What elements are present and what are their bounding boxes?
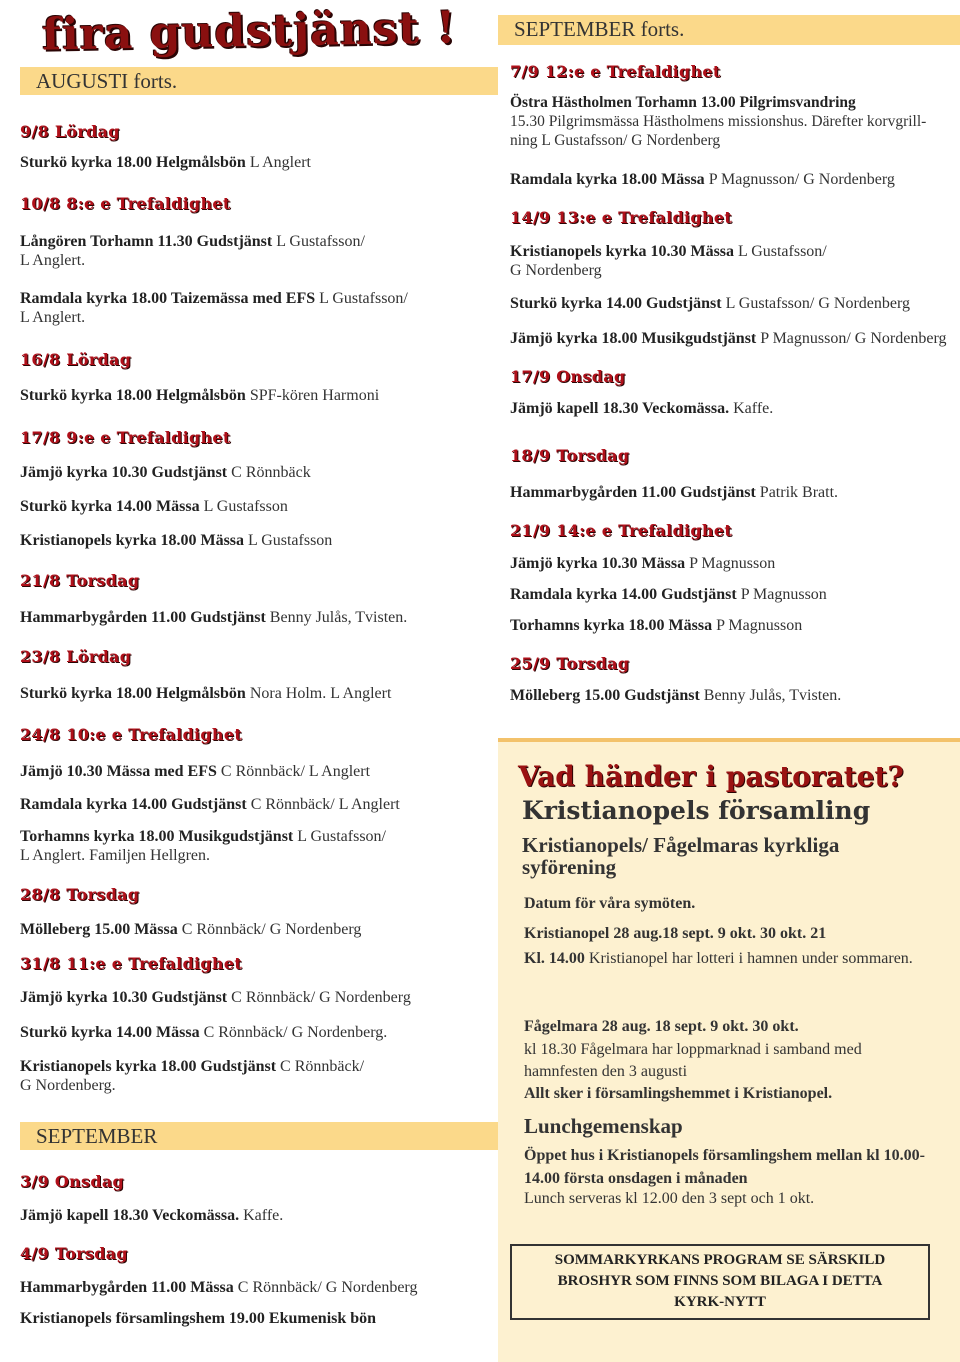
lunch-heading: Lunchgemenskap <box>524 1114 683 1138</box>
month-band-september-cont: SEPTEMBER forts. <box>498 15 960 45</box>
event: Sturkö kyrka 18.00 Helgmålsbön L Anglert <box>20 154 311 171</box>
event: Långören Torhamn 11.30 Gudstjänst L Gustafsson/ L Anglert. <box>20 233 365 269</box>
event: Hammarbygården 11.00 Mässa C Rönnbäck/ G Nordenberg <box>20 1279 418 1296</box>
box-text: Kristianopel 28 aug.18 sept. 9 okt. 30 okt. 21 <box>524 925 827 942</box>
event: Hammarbygården 11.00 Gudstjänst Patrik Bratt. <box>510 484 839 501</box>
event: Kristianopels kyrka 10.30 Mässa L Gustafsson/ G Nordenberg <box>510 243 827 279</box>
event: Jämjö kyrka 18.00 Musikgudstjänst P Magnusson/ G Nordenberg <box>510 330 947 347</box>
box-text: Lunch serveras kl 12.00 den 3 sept och 1 okt. <box>524 1190 815 1207</box>
event: Sturkö kyrka 14.00 Mässa C Rönnbäck/ G Nordenberg. <box>20 1024 388 1041</box>
day-heading: 4/9 Torsdag <box>20 1244 128 1263</box>
event: Jämjö kyrka 10.30 Gudstjänst C Rönnbäck/ G Nordenberg <box>20 989 411 1006</box>
day-heading: 18/9 Torsdag <box>510 446 630 465</box>
event: Ramdala kyrka 18.00 Taizemässa med EFS L Gustafsson/ L Anglert. <box>20 290 408 326</box>
box-text: Fågelmara 28 aug. 18 sept. 9 okt. 30 okt. <box>524 1018 799 1035</box>
day-heading: 17/9 Onsdag <box>510 367 626 386</box>
day-heading: 10/8 8:e e Trefaldighet <box>20 194 231 213</box>
box-text: Datum för våra symöten. <box>524 895 696 912</box>
event: Sturkö kyrka 18.00 Helgmålsbön SPF-kören Harmoni <box>20 387 380 404</box>
event: Jämjö kapell 18.30 Veckomässa. Kaffe. <box>20 1207 284 1224</box>
event: Ramdala kyrka 14.00 Gudstjänst C Rönnbäck/ L Anglert <box>20 796 400 813</box>
page-title: fira gudstjänst ! <box>41 2 457 61</box>
day-heading: 21/8 Torsdag <box>20 571 140 590</box>
event: Sturkö kyrka 14.00 Mässa L Gustafsson <box>20 498 288 515</box>
event: Sturkö kyrka 18.00 Helgmålsbön Nora Holm. L Anglert <box>20 685 392 702</box>
event: Östra Hästholmen Torhamn 13.00 Pilgrimsvandring 15.30 Pilgrimsmässa Hästholmens missionshus. Därefter korvgrill- ning L Gustafsson/ G Nordenberg <box>510 94 927 149</box>
box-text: Kl. 14.00 Kristianopel har lotteri i hamnen under sommaren. <box>524 950 913 967</box>
box-text: Öppet hus i Kristianopels församlingshem mellan kl 10.00-14.00 första onsdagen i månaden <box>524 1147 925 1187</box>
day-heading: 25/9 Torsdag <box>510 654 630 673</box>
event: Hammarbygården 11.00 Gudstjänst Benny Julås, Tvisten. <box>20 609 408 626</box>
event: Jämjö 10.30 Mässa med EFS C Rönnbäck/ L Anglert <box>20 763 371 780</box>
box-text: Allt sker i församlingshemmet i Kristianopel. <box>524 1085 833 1102</box>
day-heading: 9/8 Lördag <box>20 122 120 141</box>
event: Kristianopels kyrka 18.00 Mässa L Gustafsson <box>20 532 333 549</box>
day-heading: 23/8 Lördag <box>20 647 132 666</box>
box-heading: Vad händer i pastoratet? <box>518 760 904 793</box>
event: Jämjö kyrka 10.30 Gudstjänst C Rönnbäck <box>20 464 311 481</box>
event: Ramdala kyrka 18.00 Mässa P Magnusson/ G Nordenberg <box>510 171 895 188</box>
event: Mölleberg 15.00 Mässa C Rönnbäck/ G Nordenberg <box>20 921 362 938</box>
event: Torhamns kyrka 18.00 Musikgudstjänst L Gustafsson/ L Anglert. Familjen Hellgren. <box>20 828 386 864</box>
day-heading: 14/9 13:e e Trefaldighet <box>510 208 733 227</box>
day-heading: 28/8 Torsdag <box>20 885 140 904</box>
day-heading: 21/9 14:e e Trefaldighet <box>510 521 733 540</box>
day-heading: 24/8 10:e e Trefaldighet <box>20 725 243 744</box>
event: Sturkö kyrka 14.00 Gudstjänst L Gustafsson/ G Nordenberg <box>510 295 911 312</box>
box-subheading: Kristianopels församling <box>522 796 871 825</box>
day-heading: 3/9 Onsdag <box>20 1172 124 1191</box>
event: Mölleberg 15.00 Gudstjänst Benny Julås, Tvisten. <box>510 687 842 704</box>
day-heading: 31/8 11:e e Trefaldighet <box>20 954 243 973</box>
day-heading: 7/9 12:e e Trefaldighet <box>510 62 721 81</box>
month-band-september: SEPTEMBER <box>20 1122 498 1150</box>
month-band-august: AUGUSTI forts. <box>20 67 498 95</box>
sewing-club-title: Kristianopels/ Fågelmaras kyrkliga syförening <box>522 833 840 879</box>
day-heading: 17/8 9:e e Trefaldighet <box>20 428 231 447</box>
box-text: kl 18.30 Fågelmara har loppmarknad i samband med hamnfesten den 3 augusti <box>524 1041 862 1080</box>
event: Torhamns kyrka 18.00 Mässa P Magnusson <box>510 617 803 634</box>
summer-program-note: SOMMARKYRKANS PROGRAM SE SÄRSKILD BROSHYR SOM FINNS SOM BILAGA I DETTA KYRK-NYTT <box>510 1244 930 1320</box>
day-heading: 16/8 Lördag <box>20 350 132 369</box>
event: Kristianopels församlingshem 19.00 Ekumenisk bön <box>20 1310 377 1327</box>
event: Kristianopels kyrka 18.00 Gudstjänst C Rönnbäck/ G Nordenberg. <box>20 1058 365 1094</box>
event: Jämjö kyrka 10.30 Mässa P Magnusson <box>510 555 776 572</box>
event: Jämjö kapell 18.30 Veckomässa. Kaffe. <box>510 400 774 417</box>
event: Ramdala kyrka 14.00 Gudstjänst P Magnusson <box>510 586 827 603</box>
